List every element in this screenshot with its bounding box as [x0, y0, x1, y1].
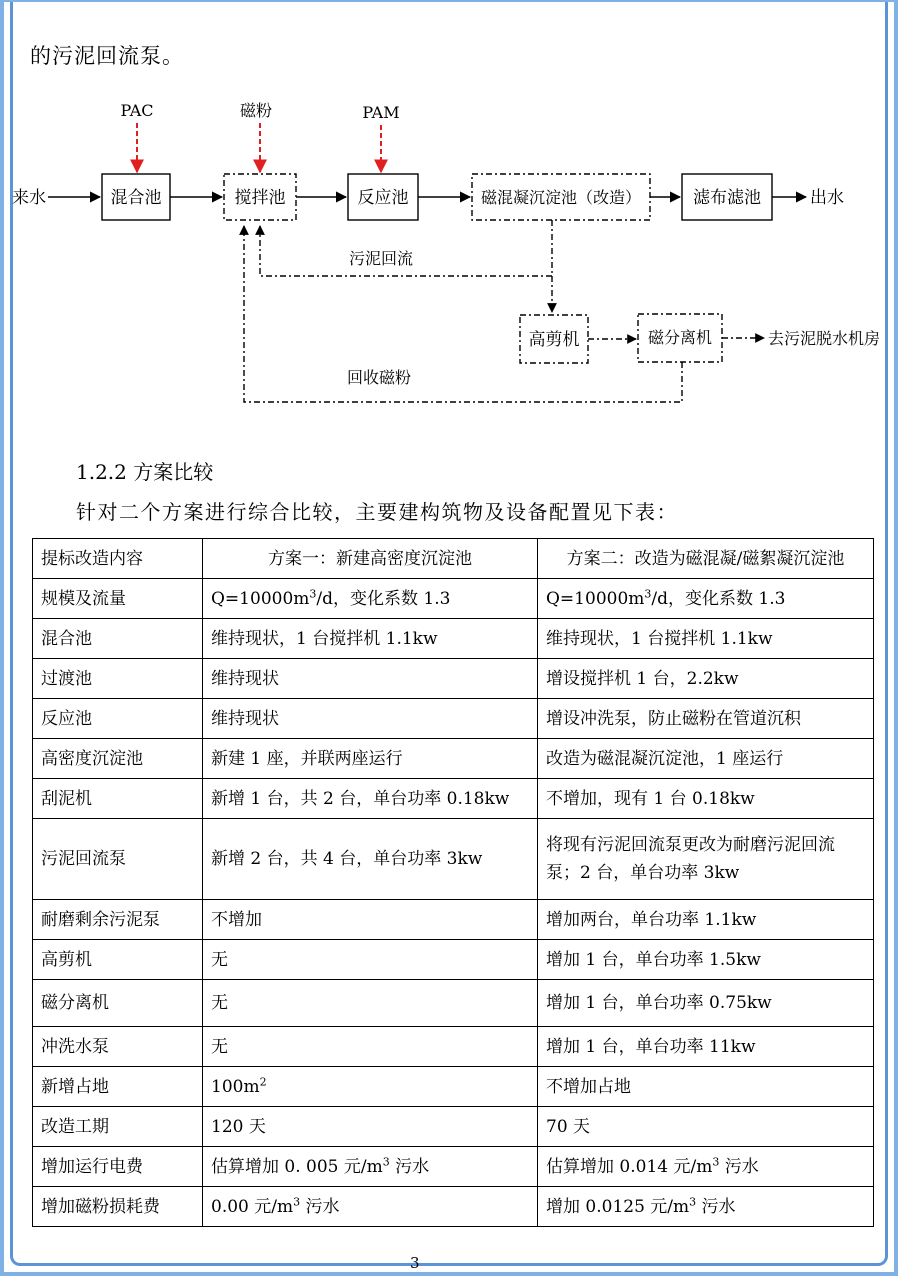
section-intro: 针对二个方案进行综合比较，主要建构筑物及设备配置见下表：: [76, 500, 678, 524]
cell-text: 维持现状，1 台搅拌机 1.1kw: [546, 628, 773, 649]
table-row: [33, 1067, 874, 1107]
cell-text: 增加 1 台，单台功率 1.5kw: [546, 949, 761, 970]
superscript: 3: [712, 1154, 720, 1168]
table-row: [33, 579, 874, 619]
row-plan2: [538, 779, 874, 819]
cell-text: Q=10000m: [546, 588, 645, 609]
cell-text: 污水: [300, 1196, 340, 1217]
process-flow-diagram: [4, 92, 898, 412]
row-item: 反应池: [33, 699, 203, 739]
powder-recovery-line: [244, 226, 682, 402]
cell-text: 增加两台，单台功率 1.1kw: [546, 909, 757, 930]
cell-text: /d，变化系数 1.3: [316, 588, 451, 609]
row-plan2: [538, 900, 874, 940]
reaction-tank-label: 反应池: [357, 188, 409, 208]
row-item: 增加磁粉损耗费: [33, 1187, 203, 1227]
row-plan2: [538, 1067, 874, 1107]
table-row: [33, 699, 874, 739]
row-plan1: [203, 819, 538, 900]
high-shear-label: 高剪机: [528, 330, 580, 350]
row-plan2: [538, 940, 874, 980]
header-plan2: 方案二：改造为磁混凝/磁絮凝沉淀池: [538, 539, 874, 579]
cell-text: 新增 2 台，共 4 台，单台功率 3kw: [211, 849, 483, 869]
row-plan1: [203, 1107, 538, 1147]
cell-text: 增设搅拌机 1 台，2.2kw: [546, 668, 739, 689]
table-row: [33, 659, 874, 699]
header-item: 提标改造内容: [33, 539, 203, 579]
row-plan1: [203, 900, 538, 940]
row-plan2: [538, 1107, 874, 1147]
cell-text: 估算增加 0. 005 元/m: [211, 1156, 383, 1177]
row-plan1: [203, 619, 538, 659]
row-item: 高剪机: [33, 940, 203, 980]
cell-text: 增加 1 台，单台功率 11kw: [546, 1036, 756, 1057]
superscript: 3: [644, 586, 652, 600]
row-item: 增加运行电费: [33, 1147, 203, 1187]
row-plan1: [203, 699, 538, 739]
magnetic-separator-label: 磁分离机: [647, 328, 713, 347]
inflow-label: 来水: [12, 188, 46, 208]
cell-text: 污水: [389, 1156, 430, 1177]
row-plan1: [203, 940, 538, 980]
row-plan1: [203, 980, 538, 1027]
superscript: 3: [293, 1194, 301, 1208]
row-item: 过渡池: [33, 659, 203, 699]
row-plan1: [203, 1187, 538, 1227]
cell-text: 无: [211, 949, 228, 970]
table-row: [33, 1187, 874, 1227]
row-item: 磁分离机: [33, 980, 203, 1027]
table-header-row: [33, 539, 874, 579]
cell-text: 改造为磁混凝沉淀池，1 座运行: [546, 748, 784, 769]
cell-text: 将现有污泥回流泵更改为耐磨污泥回流泵；2 台，单台功率 3kw: [546, 835, 835, 883]
mixing-tank-label: 混合池: [110, 188, 162, 208]
row-plan2: [538, 619, 874, 659]
row-item: 新增占地: [33, 1067, 203, 1107]
row-plan2: [538, 819, 874, 900]
superscript: 3: [382, 1154, 390, 1168]
cell-text: 无: [211, 993, 228, 1013]
table-row: [33, 739, 874, 779]
cell-text: 污水: [696, 1196, 736, 1217]
magnetic-powder-label: 磁粉: [239, 101, 273, 120]
row-item: 规模及流量: [33, 579, 203, 619]
comparison-table: [32, 538, 874, 1227]
cell-text: 无: [211, 1036, 228, 1057]
page-number: 3: [410, 1254, 420, 1272]
row-item: 混合池: [33, 619, 203, 659]
table-row: [33, 1147, 874, 1187]
cell-text: 不增加，现有 1 台 0.18kw: [546, 788, 755, 809]
cell-text: 增加 0.0125 元/m: [546, 1196, 690, 1217]
cell-text: 新建 1 座，并联两座运行: [211, 748, 403, 769]
row-plan2: [538, 1147, 874, 1187]
row-plan1: [203, 1067, 538, 1107]
intro-line: 的污泥回流泵。: [30, 44, 184, 68]
table-row: [33, 980, 874, 1027]
superscript: 3: [309, 586, 317, 600]
cell-text: 不增加占地: [546, 1076, 631, 1097]
cell-text: 维持现状，1 台搅拌机 1.1kw: [211, 628, 438, 649]
table-row: [33, 900, 874, 940]
row-plan2: [538, 1027, 874, 1067]
powder-recovery-label: 回收磁粉: [347, 368, 412, 387]
cell-text: 维持现状: [211, 668, 279, 689]
table-row: [33, 1027, 874, 1067]
row-plan1: [203, 659, 538, 699]
pam-label: PAM: [362, 103, 400, 122]
row-plan2: [538, 980, 874, 1027]
row-plan2: [538, 579, 874, 619]
row-item: 高密度沉淀池: [33, 739, 203, 779]
sludge-return-label: 污泥回流: [349, 249, 414, 268]
cell-text: 污水: [719, 1156, 759, 1177]
table-row: [33, 779, 874, 819]
cell-text: 70 天: [546, 1116, 591, 1137]
cell-text: Q=10000m: [211, 588, 310, 609]
row-plan1: [203, 579, 538, 619]
row-plan1: [203, 739, 538, 779]
cell-text: 120 天: [211, 1116, 266, 1137]
row-plan2: [538, 699, 874, 739]
outflow-label: 出水: [810, 188, 844, 208]
cell-text: 新增 1 台，共 2 台，单台功率 0.18kw: [211, 788, 510, 809]
row-plan1: [203, 1027, 538, 1067]
cell-text: 增设冲洗泵，防止磁粉在管道沉积: [546, 708, 801, 729]
cell-text: /d，变化系数 1.3: [651, 588, 786, 609]
cell-text: 增加 1 台，单台功率 0.75kw: [546, 993, 772, 1013]
table-row: [33, 940, 874, 980]
row-item: 冲洗水泵: [33, 1027, 203, 1067]
table-row: [33, 1107, 874, 1147]
cell-text: 不增加: [211, 909, 262, 930]
superscript: 2: [259, 1074, 267, 1088]
table-body: [33, 579, 874, 1227]
row-plan1: [203, 1147, 538, 1187]
cell-text: 0.00 元/m: [211, 1196, 294, 1217]
row-item: 耐磨剩余污泥泵: [33, 900, 203, 940]
pac-label: PAC: [120, 101, 154, 120]
cell-text: 维持现状: [211, 708, 279, 729]
row-item: 刮泥机: [33, 779, 203, 819]
row-item: 污泥回流泵: [33, 819, 203, 900]
table-row: [33, 819, 874, 900]
row-plan2: [538, 1187, 874, 1227]
to-dewatering-label: 去污泥脱水机房: [768, 329, 881, 348]
stirring-tank-label: 搅拌池: [234, 188, 286, 208]
row-plan2: [538, 739, 874, 779]
superscript: 3: [689, 1194, 697, 1208]
cell-text: 估算增加 0.014 元/m: [546, 1156, 713, 1177]
cloth-filter-label: 滤布滤池: [693, 188, 761, 208]
magnetic-settling-tank-label: 磁混凝沉淀池（改造）: [480, 188, 642, 207]
row-plan1: [203, 779, 538, 819]
header-plan1: 方案一：新建高密度沉淀池: [203, 539, 538, 579]
section-heading: 1.2.2 方案比较: [76, 460, 214, 484]
cell-text: 100m: [211, 1076, 260, 1097]
row-item: 改造工期: [33, 1107, 203, 1147]
row-plan2: [538, 659, 874, 699]
table-row: [33, 619, 874, 659]
